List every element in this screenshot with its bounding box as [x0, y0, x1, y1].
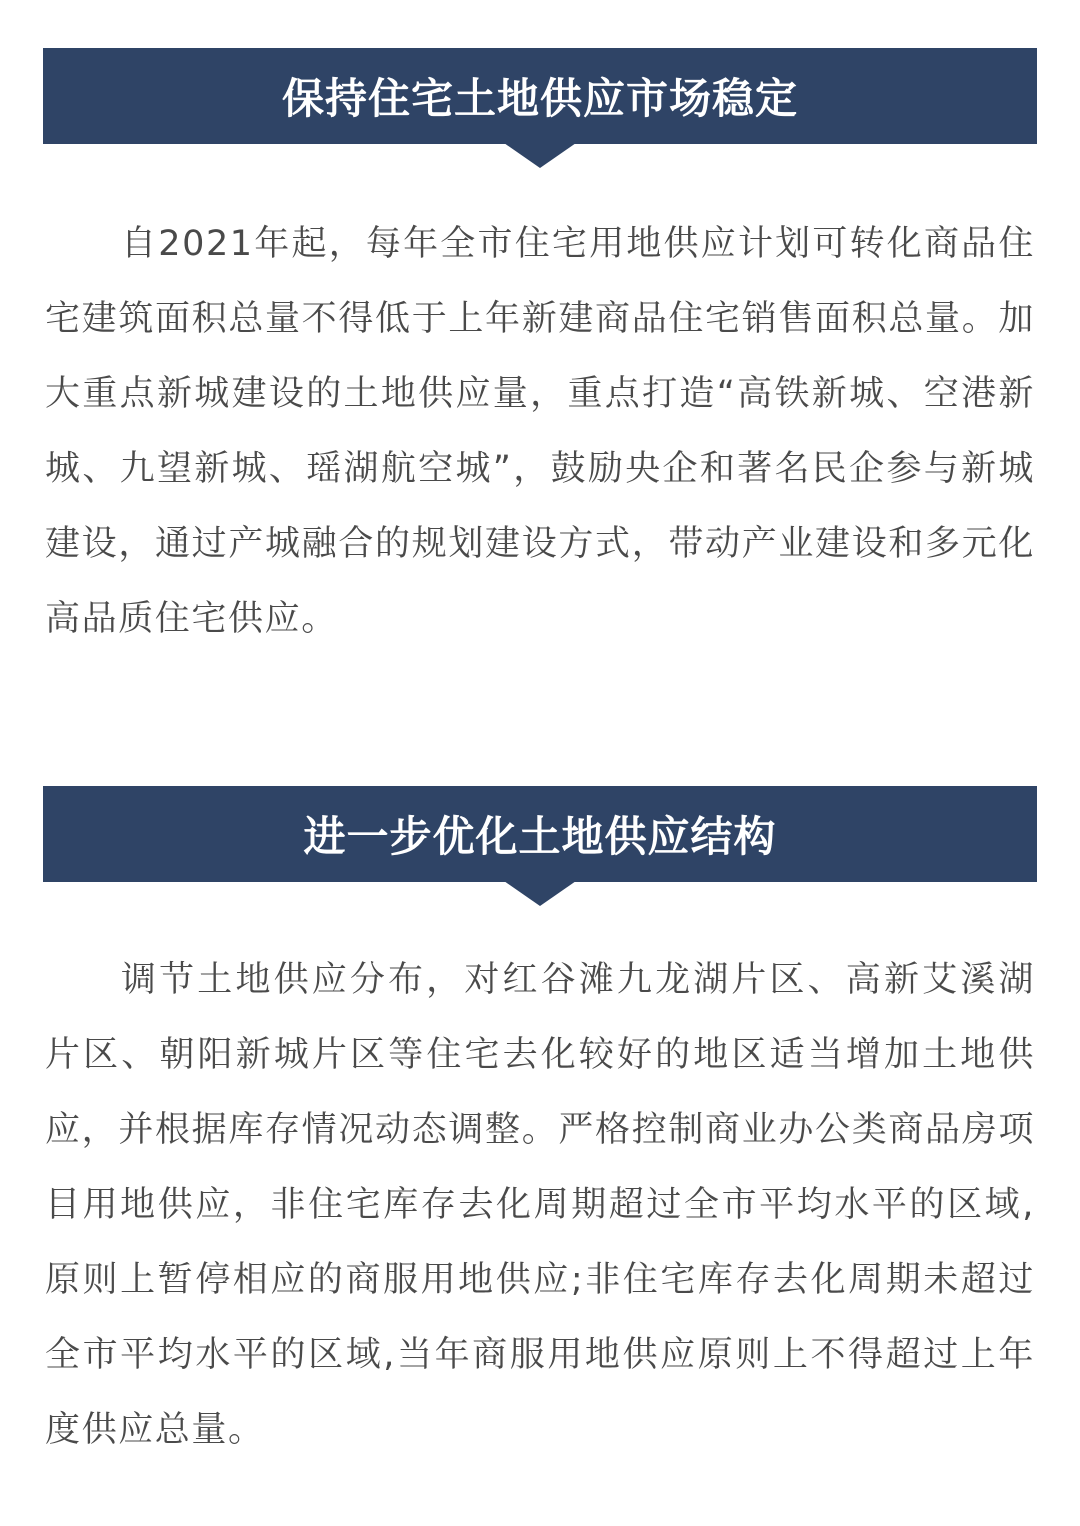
section-title: 进一步优化土地供应结构: [303, 812, 777, 861]
section-header-land-supply-stability: [43, 48, 1037, 144]
header-pointer-arrow: [504, 143, 576, 168]
section-paragraph: 调节土地供应分布，对红谷滩九龙湖片区、高新艾溪湖片区、朝阳新城片区等住宅去化较好的地区适当增加土地供应，并根据库存情况动态调整。严格控制商业办公类商品房项目用地供应，非住宅库存去化周期超过全市平均水平的区域,原则上暂停相应的商服用地供应;非住宅库存去化周期未超过全市平均水平的区域,当年商服用地供应原则上不得超过上年度供应总量。: [45, 960, 1035, 1450]
section-paragraph: 自2021年起，每年全市住宅用地供应计划可转化商品住宅建筑面积总量不得低于上年新建商品住宅销售面积总量。加大重点新城建设的土地供应量，重点打造“高铁新城、空港新城、九望新城、瑶湖航空城”，鼓励央企和著名民企参与新城建设，通过产城融合的规划建设方式，带动产业建设和多元化高品质住宅供应。: [45, 224, 1035, 639]
section-header-land-supply-structure: [43, 786, 1037, 882]
section-title: 保持住宅土地供应市场稳定: [281, 74, 798, 123]
header-pointer-arrow: [504, 881, 576, 906]
